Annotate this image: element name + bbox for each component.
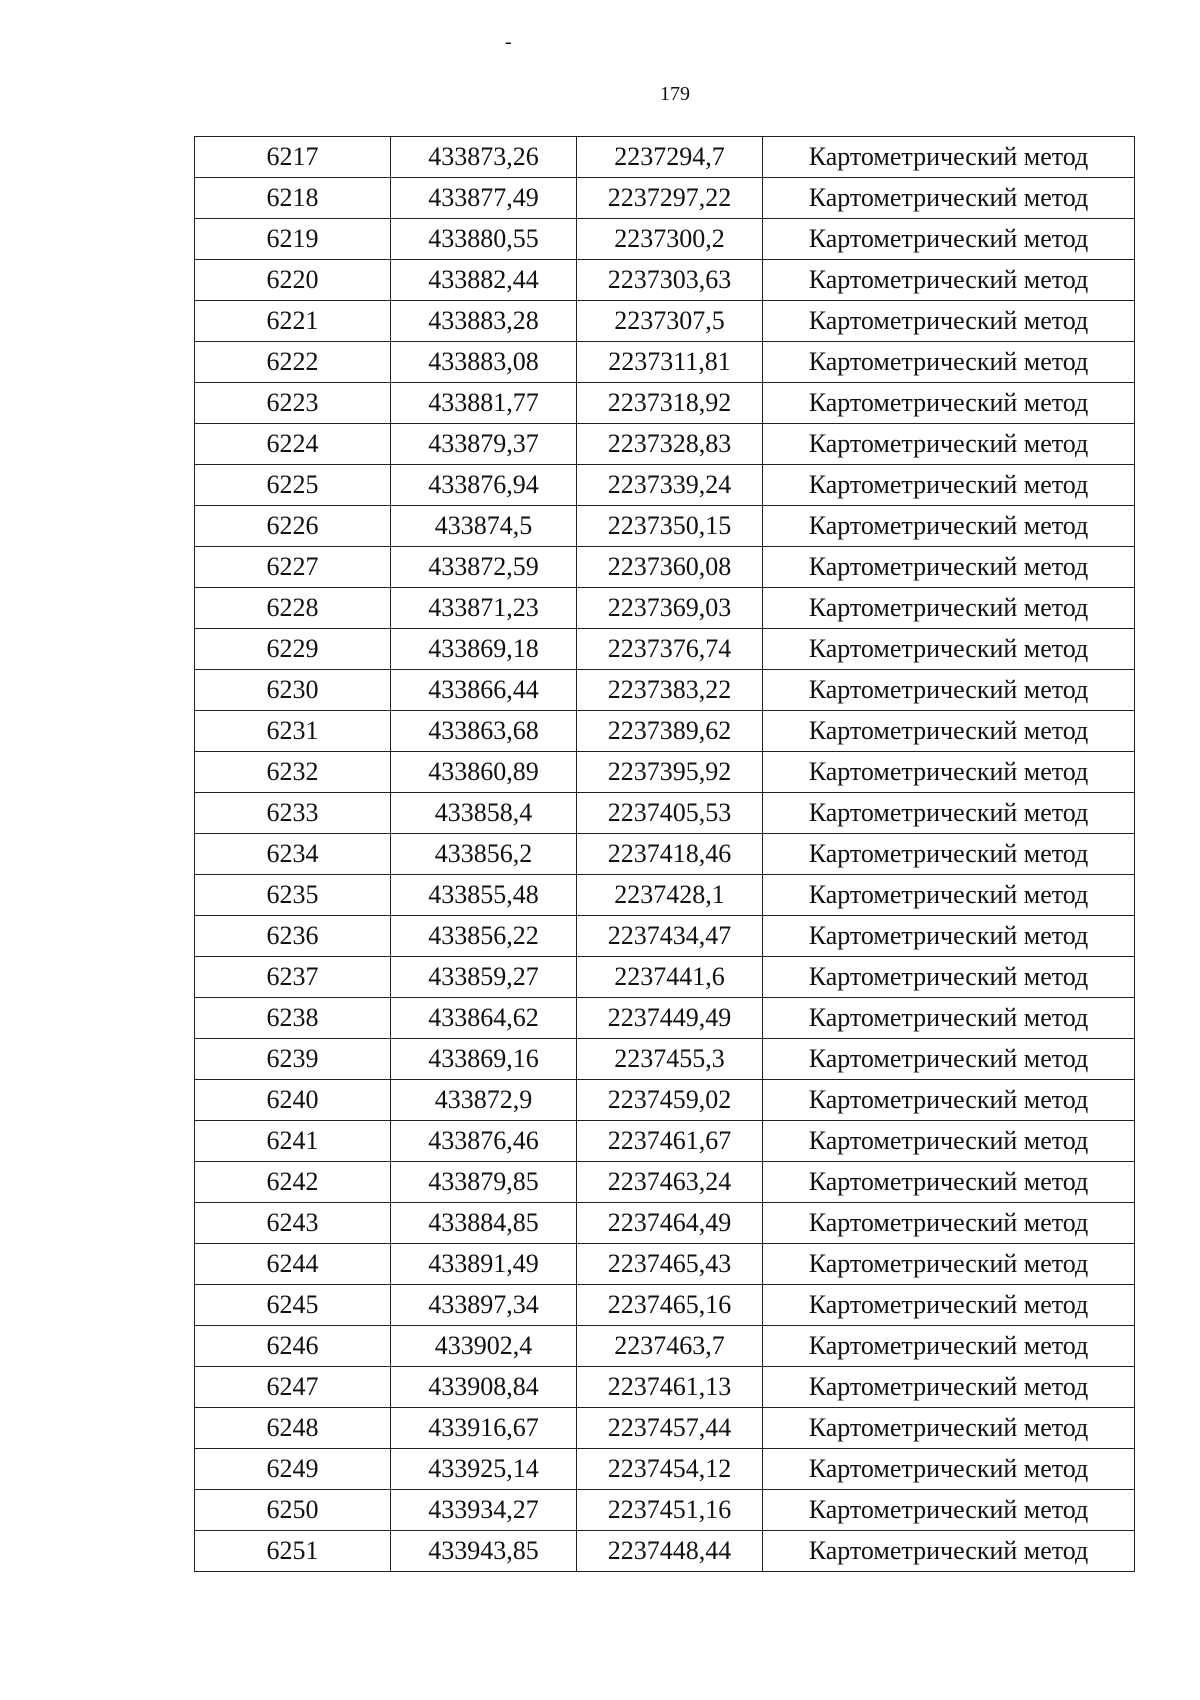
table-row [195,342,1135,383]
point-number-cell: 6246 [195,1326,391,1367]
point-number-cell: 6219 [195,219,391,260]
table-row [195,1449,1135,1490]
x-coordinate-cell: 433859,27 [391,957,577,998]
x-coordinate-cell: 433872,59 [391,547,577,588]
y-coordinate-cell: 2237369,03 [577,588,763,629]
method-cell: Картометрический метод [763,670,1135,711]
method-cell: Картометрический метод [763,506,1135,547]
x-coordinate-cell: 433858,4 [391,793,577,834]
y-coordinate-cell: 2237463,24 [577,1162,763,1203]
y-coordinate-cell: 2237383,22 [577,670,763,711]
point-number-cell: 6231 [195,711,391,752]
y-coordinate-cell: 2237405,53 [577,793,763,834]
y-coordinate-cell: 2237461,67 [577,1121,763,1162]
table-row [195,998,1135,1039]
point-number-cell: 6230 [195,670,391,711]
x-coordinate-cell: 433891,49 [391,1244,577,1285]
table-row [195,1490,1135,1531]
method-cell: Картометрический метод [763,219,1135,260]
point-number-cell: 6222 [195,342,391,383]
table-row [195,1367,1135,1408]
x-coordinate-cell: 433876,94 [391,465,577,506]
table-row [195,178,1135,219]
table-row [195,1326,1135,1367]
method-cell: Картометрический метод [763,1285,1135,1326]
point-number-cell: 6232 [195,752,391,793]
method-cell: Картометрический метод [763,957,1135,998]
method-cell: Картометрический метод [763,998,1135,1039]
x-coordinate-cell: 433879,85 [391,1162,577,1203]
method-cell: Картометрический метод [763,260,1135,301]
x-coordinate-cell: 433881,77 [391,383,577,424]
table-row [195,957,1135,998]
method-cell: Картометрический метод [763,1449,1135,1490]
table-row [195,793,1135,834]
point-number-cell: 6235 [195,875,391,916]
point-number-cell: 6238 [195,998,391,1039]
method-cell: Картометрический метод [763,793,1135,834]
point-number-cell: 6247 [195,1367,391,1408]
y-coordinate-cell: 2237449,49 [577,998,763,1039]
method-cell: Картометрический метод [763,834,1135,875]
x-coordinate-cell: 433883,28 [391,301,577,342]
method-cell: Картометрический метод [763,916,1135,957]
method-cell: Картометрический метод [763,301,1135,342]
method-cell: Картометрический метод [763,1080,1135,1121]
x-coordinate-cell: 433908,84 [391,1367,577,1408]
point-number-cell: 6239 [195,1039,391,1080]
table-row [195,629,1135,670]
x-coordinate-cell: 433874,5 [391,506,577,547]
x-coordinate-cell: 433863,68 [391,711,577,752]
x-coordinate-cell: 433876,46 [391,1121,577,1162]
method-cell: Картометрический метод [763,1531,1135,1572]
table-row [195,1080,1135,1121]
x-coordinate-cell: 433860,89 [391,752,577,793]
point-number-cell: 6243 [195,1203,391,1244]
y-coordinate-cell: 2237465,16 [577,1285,763,1326]
x-coordinate-cell: 433902,4 [391,1326,577,1367]
y-coordinate-cell: 2237294,7 [577,137,763,178]
y-coordinate-cell: 2237463,7 [577,1326,763,1367]
y-coordinate-cell: 2237318,92 [577,383,763,424]
method-cell: Картометрический метод [763,383,1135,424]
table-row [195,711,1135,752]
x-coordinate-cell: 433866,44 [391,670,577,711]
point-number-cell: 6234 [195,834,391,875]
y-coordinate-cell: 2237451,16 [577,1490,763,1531]
point-number-cell: 6217 [195,137,391,178]
x-coordinate-cell: 433882,44 [391,260,577,301]
table-row [195,1408,1135,1449]
y-coordinate-cell: 2237464,49 [577,1203,763,1244]
y-coordinate-cell: 2237418,46 [577,834,763,875]
page-number: 179 [660,83,690,105]
x-coordinate-cell: 433864,62 [391,998,577,1039]
y-coordinate-cell: 2237434,47 [577,916,763,957]
table-row [195,1285,1135,1326]
point-number-cell: 6229 [195,629,391,670]
table-row [195,1162,1135,1203]
x-coordinate-cell: 433869,16 [391,1039,577,1080]
y-coordinate-cell: 2237303,63 [577,260,763,301]
point-number-cell: 6224 [195,424,391,465]
point-number-cell: 6226 [195,506,391,547]
table-row [195,834,1135,875]
table-row [195,1531,1135,1572]
y-coordinate-cell: 2237328,83 [577,424,763,465]
y-coordinate-cell: 2237307,5 [577,301,763,342]
method-cell: Картометрический метод [763,588,1135,629]
table-row [195,752,1135,793]
table-row [195,1244,1135,1285]
method-cell: Картометрический метод [763,178,1135,219]
point-number-cell: 6242 [195,1162,391,1203]
point-number-cell: 6249 [195,1449,391,1490]
method-cell: Картометрический метод [763,342,1135,383]
method-cell: Картометрический метод [763,547,1135,588]
method-cell: Картометрический метод [763,1162,1135,1203]
table-row [195,219,1135,260]
x-coordinate-cell: 433871,23 [391,588,577,629]
x-coordinate-cell: 433856,2 [391,834,577,875]
point-number-cell: 6225 [195,465,391,506]
y-coordinate-cell: 2237311,81 [577,342,763,383]
y-coordinate-cell: 2237389,62 [577,711,763,752]
method-cell: Картометрический метод [763,1039,1135,1080]
table-row [195,670,1135,711]
method-cell: Картометрический метод [763,1203,1135,1244]
y-coordinate-cell: 2237360,08 [577,547,763,588]
point-number-cell: 6250 [195,1490,391,1531]
x-coordinate-cell: 433897,34 [391,1285,577,1326]
y-coordinate-cell: 2237441,6 [577,957,763,998]
y-coordinate-cell: 2237459,02 [577,1080,763,1121]
x-coordinate-cell: 433880,55 [391,219,577,260]
point-number-cell: 6223 [195,383,391,424]
table-row [195,547,1135,588]
method-cell: Картометрический метод [763,629,1135,670]
y-coordinate-cell: 2237395,92 [577,752,763,793]
table-row [195,506,1135,547]
y-coordinate-cell: 2237300,2 [577,219,763,260]
point-number-cell: 6240 [195,1080,391,1121]
point-number-cell: 6221 [195,301,391,342]
x-coordinate-cell: 433879,37 [391,424,577,465]
point-number-cell: 6233 [195,793,391,834]
table-row [195,916,1135,957]
point-number-cell: 6237 [195,957,391,998]
table-row [195,301,1135,342]
x-coordinate-cell: 433873,26 [391,137,577,178]
y-coordinate-cell: 2237428,1 [577,875,763,916]
point-number-cell: 6227 [195,547,391,588]
y-coordinate-cell: 2237455,3 [577,1039,763,1080]
point-number-cell: 6241 [195,1121,391,1162]
method-cell: Картометрический метод [763,711,1135,752]
y-coordinate-cell: 2237457,44 [577,1408,763,1449]
point-number-cell: 6218 [195,178,391,219]
x-coordinate-cell: 433855,48 [391,875,577,916]
x-coordinate-cell: 433872,9 [391,1080,577,1121]
x-coordinate-cell: 433869,18 [391,629,577,670]
method-cell: Картометрический метод [763,1326,1135,1367]
x-coordinate-cell: 433934,27 [391,1490,577,1531]
method-cell: Картометрический метод [763,137,1135,178]
table-row [195,260,1135,301]
x-coordinate-cell: 433883,08 [391,342,577,383]
method-cell: Картометрический метод [763,752,1135,793]
x-coordinate-cell: 433943,85 [391,1531,577,1572]
method-cell: Картометрический метод [763,1121,1135,1162]
method-cell: Картометрический метод [763,424,1135,465]
table-row [195,1039,1135,1080]
y-coordinate-cell: 2237376,74 [577,629,763,670]
y-coordinate-cell: 2237454,12 [577,1449,763,1490]
point-number-cell: 6220 [195,260,391,301]
coordinates-table-body [195,137,1135,1572]
table-row [195,137,1135,178]
point-number-cell: 6236 [195,916,391,957]
point-number-cell: 6244 [195,1244,391,1285]
y-coordinate-cell: 2237297,22 [577,178,763,219]
table-row [195,383,1135,424]
point-number-cell: 6245 [195,1285,391,1326]
table-row [195,1203,1135,1244]
table-row [195,424,1135,465]
x-coordinate-cell: 433884,85 [391,1203,577,1244]
y-coordinate-cell: 2237339,24 [577,465,763,506]
point-number-cell: 6251 [195,1531,391,1572]
y-coordinate-cell: 2237350,15 [577,506,763,547]
method-cell: Картометрический метод [763,465,1135,506]
table-row [195,465,1135,506]
y-coordinate-cell: 2237461,13 [577,1367,763,1408]
top-dash-mark: - [505,31,512,53]
x-coordinate-cell: 433856,22 [391,916,577,957]
y-coordinate-cell: 2237448,44 [577,1531,763,1572]
table-row [195,1121,1135,1162]
x-coordinate-cell: 433916,67 [391,1408,577,1449]
method-cell: Картометрический метод [763,1490,1135,1531]
method-cell: Картометрический метод [763,1408,1135,1449]
method-cell: Картометрический метод [763,1367,1135,1408]
point-number-cell: 6228 [195,588,391,629]
coordinates-table [194,136,1135,1572]
point-number-cell: 6248 [195,1408,391,1449]
x-coordinate-cell: 433925,14 [391,1449,577,1490]
method-cell: Картометрический метод [763,1244,1135,1285]
table-row [195,588,1135,629]
x-coordinate-cell: 433877,49 [391,178,577,219]
method-cell: Картометрический метод [763,875,1135,916]
y-coordinate-cell: 2237465,43 [577,1244,763,1285]
table-row [195,875,1135,916]
